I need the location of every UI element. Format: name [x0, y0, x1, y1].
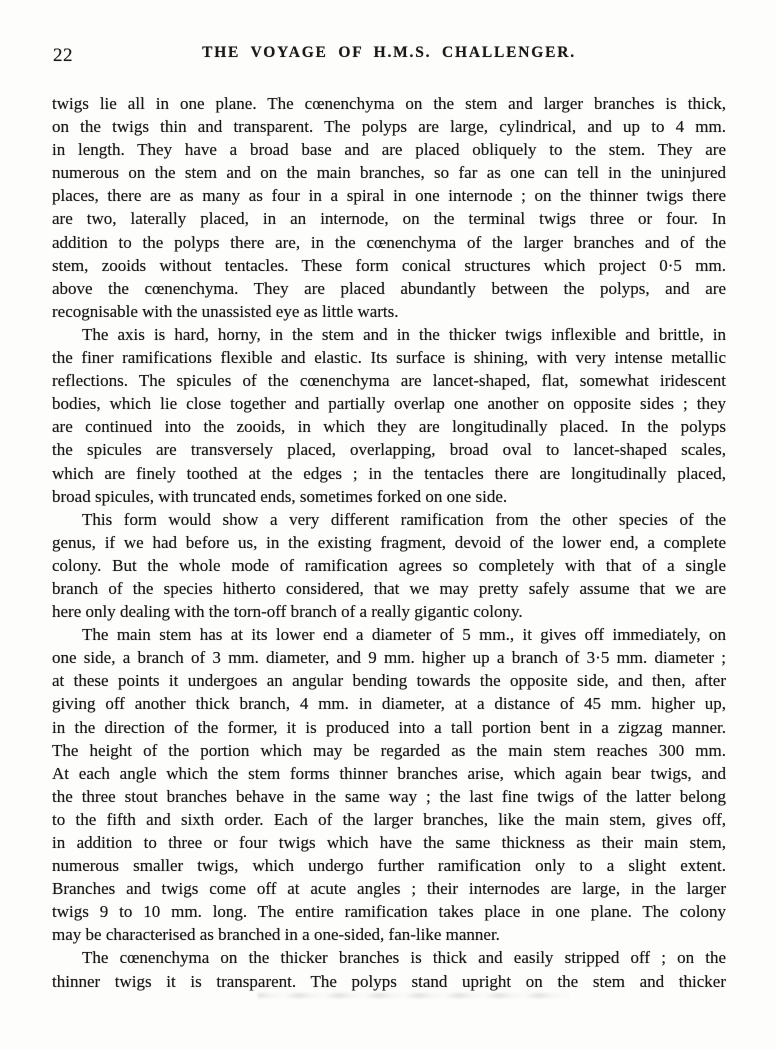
text-line: broad spicules, with truncated ends, sometimes forked on one side. [52, 486, 508, 506]
text-line: At each angle which the stem forms thinner branches arise, which again bear twigs, and [52, 763, 726, 783]
text-line: in addition to three or four twigs which have the same thickness as their main stem, [52, 833, 726, 852]
text-line: to the fifth and sixth order. Each of the larger branches, like the main stem, gives off, [52, 809, 726, 829]
text-line: in length. They have a broad base and are placed obliquely to the stem. They are [52, 140, 726, 160]
text-line: colony. But the whole mode of ramification agrees so completely with that of a single [52, 555, 726, 575]
text-line: addition to the polyps there are, in the cœnenchyma of the larger branches and of the [52, 232, 726, 252]
text-line: The main stem has at its lower end a diameter of 5 mm., it gives off immediately, on [82, 625, 726, 645]
text-line: which are finely toothed at the edges ; in the tentacles there are longitudinally placed, [52, 463, 726, 483]
text-line: numerous smaller twigs, which undergo further ramification only to a slight extent. [52, 856, 726, 876]
text-line: branch of the species hitherto considered, that we may pretty safely assume that we are [52, 578, 726, 598]
text-line: The axis is hard, horny, in the stem and in the thicker twigs inflexible and brittle, in [82, 324, 726, 344]
page-number: 22 [53, 45, 73, 66]
text-line: above the cœnenchyma. They are placed abundantly between the polyps, and are [52, 278, 726, 298]
text-line: here only dealing with the torn-off branch of a really gigantic colony. [52, 602, 523, 622]
text-line: The height of the portion which may be regarded as the main stem reaches 300 mm. [52, 740, 726, 760]
text-line: numerous on the stem and on the main branches, so far as one can tell in the uninjured [52, 163, 726, 183]
text-line: This form would show a very different ramification from the other species of the [82, 509, 726, 529]
paragraph [52, 323, 726, 508]
running-title: THE VOYAGE OF H.M.S. CHALLENGER. [202, 44, 576, 61]
scan-artifact-smudge [258, 993, 568, 998]
page-header [52, 44, 726, 66]
text-line: recognisable with the unassisted eye as little warts. [52, 301, 399, 321]
text-line: at these points it undergoes an angular bending towards the opposite side, and then, after [52, 671, 726, 691]
text-line: twigs lie all in one plane. The cœnenchyma on the stem and larger branches is thick, [52, 94, 726, 113]
paragraph [52, 946, 726, 992]
text-line: stem, zooids without tentacles. These form conical structures which project 0·5 mm. [52, 255, 726, 275]
body-text [52, 92, 726, 993]
text-line: are continued into the zooids, in which they are longitudinally placed. In the polyps [52, 417, 726, 437]
text-line: thinner twigs it is transparent. The polyps stand upright on the stem and thicker [52, 971, 726, 991]
text-line: one side, a branch of 3 mm. diameter, and 9 mm. higher up a branch of 3·5 mm. diameter ; [52, 648, 726, 668]
text-line: on the twigs thin and transparent. The polyps are large, cylindrical, and up to 4 mm. [52, 117, 726, 137]
text-line: The cœnenchyma on the thicker branches is thick and easily stripped off ; on the [82, 948, 726, 968]
text-line: Branches and twigs come off at acute angles ; their internodes are large, in the larger [52, 879, 726, 899]
text-line: may be characterised as branched in a one-sided, fan-like manner. [52, 925, 500, 945]
text-line: places, there are as many as four in a spiral in one internode ; on the thinner twigs there [52, 186, 726, 206]
text-line: twigs 9 to 10 mm. long. The entire ramification takes place in one plane. The colony [52, 902, 726, 922]
text-line: genus, if we had before us, in the existing fragment, devoid of the lower end, a complete [52, 532, 726, 552]
text-line: bodies, which lie close together and partially overlap one another on opposite sides ; they [52, 394, 726, 414]
paragraph [52, 92, 726, 323]
text-line: the spicules are transversely placed, overlapping, broad oval to lancet-shaped scales, [52, 440, 726, 460]
text-line: reflections. The spicules of the cœnenchyma are lancet-shaped, flat, somewhat iridescent [52, 371, 726, 391]
text-line: are two, laterally placed, in an internode, on the terminal twigs three or four. In [52, 209, 726, 229]
text-line: the three stout branches behave in the same way ; the last fine twigs of the latter belong [52, 786, 726, 806]
text-line: giving off another thick branch, 4 mm. in diameter, at a distance of 45 mm. higher up, [52, 694, 726, 714]
paragraph [52, 623, 726, 946]
paragraph [52, 508, 726, 623]
text-line: in the direction of the former, it is produced into a tall portion bent in a zigzag manner. [52, 717, 726, 737]
text-line: the finer ramifications flexible and elastic. Its surface is shining, with very intense metallic [52, 348, 726, 368]
